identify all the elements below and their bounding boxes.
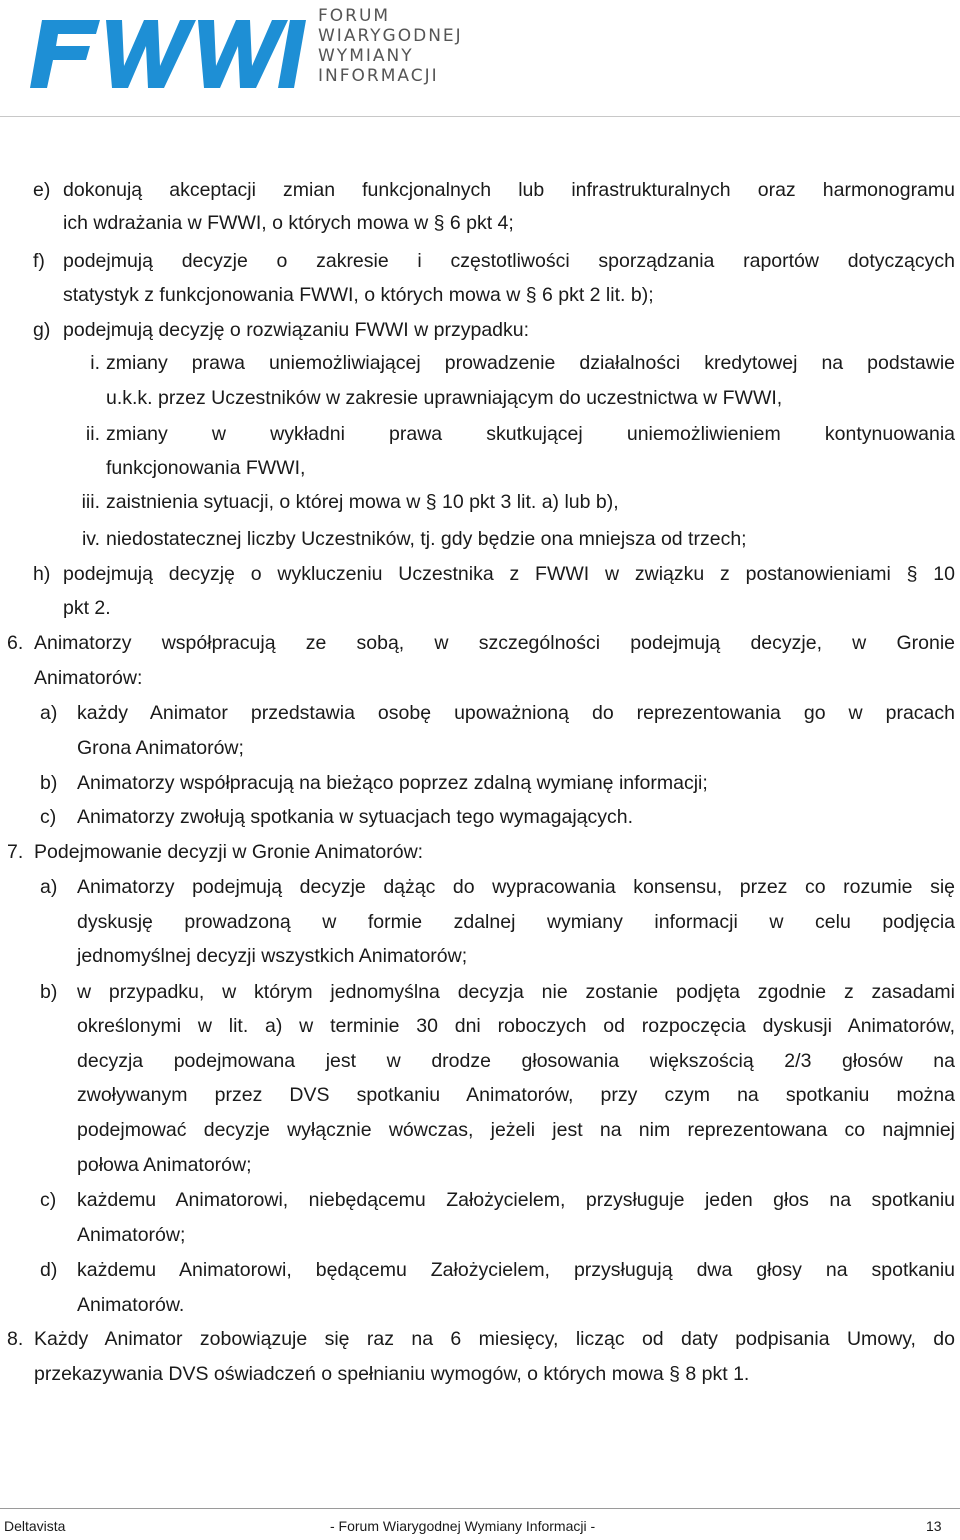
section-7-label: 7. xyxy=(7,841,24,863)
footer-divider xyxy=(0,1508,960,1509)
section-7-b-line-3: decyzja podejmowana jest w drodze głosowania większością 2/3 głosów na xyxy=(77,1050,955,1072)
section-7-a-line-3: jednomyślnej decyzji wszystkich Animatorów; xyxy=(77,945,468,967)
item-g-ii-line-1: zmiany w wykładni prawa skutkującej uniemożliwieniem kontynuowania xyxy=(106,423,955,445)
section-6-b-label: b) xyxy=(40,772,58,794)
section-6-label: 6. xyxy=(7,632,24,654)
item-e-line-2: ich wdrażania w FWWI, o których mowa w § 6 pkt 4; xyxy=(63,212,514,234)
section-6-a-line-2: Grona Animatorów; xyxy=(77,737,244,759)
section-7-a-label: a) xyxy=(40,876,58,898)
section-7-d-line-1: każdemu Animatorowi, będącemu Założycielem, przysługują dwa głosy na spotkaniu xyxy=(77,1259,955,1281)
item-e-line-1: dokonują akceptacji zmian funkcjonalnych lub infrastrukturalnych oraz harmonogramu xyxy=(63,179,955,201)
section-7-b-line-5: podejmować decyzje wyłącznie wówczas, jeżeli jest na nim reprezentowana co najmniej xyxy=(77,1119,955,1141)
page-number: 13 xyxy=(926,1518,942,1534)
section-6-a-label: a) xyxy=(40,702,58,724)
section-6-c-line-1: Animatorzy zwołują spotkania w sytuacjach tego wymagających. xyxy=(77,806,634,828)
section-6-c-label: c) xyxy=(40,806,57,828)
section-6-a-line-1: każdy Animator przedstawia osobę upoważnioną do reprezentowania go w pracach xyxy=(77,702,955,724)
section-6-b-line-1: Animatorzy współpracują na bieżąco poprzez zdalną wymianę informacji; xyxy=(77,772,708,794)
item-e-label: e) xyxy=(33,179,51,201)
item-g-label: g) xyxy=(33,319,51,341)
footer-company: Deltavista xyxy=(4,1518,66,1534)
item-h-label: h) xyxy=(33,563,51,585)
section-7-b-line-1: w przypadku, w którym jednomyślna decyzja nie zostanie podjęta zgodnie z zasadami xyxy=(77,981,955,1003)
section-7-c-line-2: Animatorów; xyxy=(77,1224,186,1246)
item-g-i-line-2: u.k.k. przez Uczestników w zakresie uprawniającym do uczestnictwa w FWWI, xyxy=(106,387,783,409)
section-6-line-2: Animatorów: xyxy=(34,667,143,689)
logo-line-2: WIARYGODNEJ xyxy=(318,26,463,46)
logo-line-1: FORUM xyxy=(318,6,391,26)
section-7-c-line-1: każdemu Animatorowi, niebędącemu Założycielem, przysługuje jeden głos na spotkaniu xyxy=(77,1189,955,1211)
logo-line-3: WYMIANY xyxy=(318,46,414,66)
section-7-b-line-6: połowa Animatorów; xyxy=(77,1154,252,1176)
item-f-line-2: statystyk z funkcjonowania FWWI, o których mowa w § 6 pkt 2 lit. b); xyxy=(63,284,654,306)
section-7-d-label: d) xyxy=(40,1259,58,1281)
section-7-line-1: Podejmowanie decyzji w Gronie Animatorów: xyxy=(34,841,424,863)
footer-title: - Forum Wiarygodnej Wymiany Informacji - xyxy=(330,1518,596,1534)
header-divider xyxy=(0,116,960,117)
section-7-b-label: b) xyxy=(40,981,58,1003)
section-8-line-2: przekazywania DVS oświadczeń o spełnianiu wymogów, o których mowa § 8 pkt 1. xyxy=(34,1363,750,1385)
item-g-iii-line-1: zaistnienia sytuacji, o której mowa w § 10 pkt 3 lit. a) lub b), xyxy=(106,491,619,513)
section-7-b-line-2: określonymi w lit. a) w terminie 30 dni roboczych od rozpoczęcia dyskusji Animatorów, xyxy=(77,1015,955,1037)
section-7-b-line-4: zwoływanym przez DVS spotkaniu Animatorów, przy czym na spotkaniu można xyxy=(77,1084,955,1106)
item-g-iv-line-1: niedostatecznej liczby Uczestników, tj. gdy będzie ona mniejsza od trzech; xyxy=(106,528,747,550)
fwwi-logo-mark xyxy=(28,4,308,92)
section-7-d-line-2: Animatorów. xyxy=(77,1294,185,1316)
logo-wordmark xyxy=(318,6,463,86)
logo-line-4: INFORMACJI xyxy=(318,66,439,86)
fwwi-logo xyxy=(28,4,463,92)
section-8-label: 8. xyxy=(7,1328,24,1350)
item-g-iv-label: iv. xyxy=(81,528,100,550)
item-g-iii-label: iii. xyxy=(81,491,100,513)
section-6-line-1: Animatorzy współpracują ze sobą, w szczególności podejmują decyzje, w Gronie xyxy=(34,632,955,654)
item-g-i-line-1: zmiany prawa uniemożliwiającej prowadzenie działalności kredytowej na podstawie xyxy=(106,352,955,374)
section-7-a-line-2: dyskusję prowadzoną w formie zdalnej wymiany informacji w celu podjęcia xyxy=(77,911,955,933)
section-7-a-line-1: Animatorzy podejmują decyzje dążąc do wypracowania konsensu, przez co rozumie się xyxy=(77,876,955,898)
item-g-ii-label: ii. xyxy=(85,423,100,445)
item-h-line-2: pkt 2. xyxy=(63,597,111,619)
item-g-line-1: podejmują decyzję o rozwiązaniu FWWI w przypadku: xyxy=(63,319,530,341)
item-g-i-label: i. xyxy=(90,352,100,374)
item-f-label: f) xyxy=(33,250,45,272)
item-f-line-1: podejmują decyzje o zakresie i częstotliwości sporządzania raportów dotyczących xyxy=(63,250,955,272)
section-7-c-label: c) xyxy=(40,1189,57,1211)
item-g-ii-line-2: funkcjonowania FWWI, xyxy=(106,457,306,479)
item-h-line-1: podejmują decyzję o wykluczeniu Uczestnika z FWWI w związku z postanowieniami § 10 xyxy=(63,563,955,585)
section-8-line-1: Każdy Animator zobowiązuje się raz na 6 miesięcy, licząc od daty podpisania Umowy, do xyxy=(34,1328,955,1350)
